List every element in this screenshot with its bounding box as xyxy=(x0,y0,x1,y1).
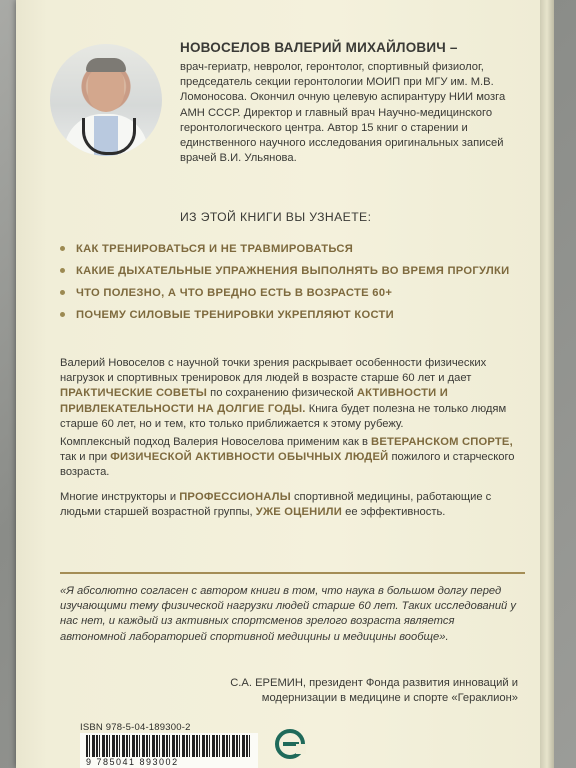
learn-item-text: ПОЧЕМУ СИЛОВЫЕ ТРЕНИРОВКИ УКРЕПЛЯЮТ КОСТИ xyxy=(76,309,395,321)
p1-text-a: Валерий Новоселов с научной точки зрения раскрывает особенности физических нагрузок и спортивных тренировок для людей в возрасте старше 60 лет и дает xyxy=(60,357,487,385)
testimonial-signature: С.А. ЕРЕМИН, президент Фонда развития инноваций и модернизации в медицине и спорте «Гераклион» xyxy=(230,677,518,705)
barcode-bars xyxy=(86,735,252,757)
isbn-label: ISBN 978-5-04-189300-2 xyxy=(80,722,191,733)
divider-rule xyxy=(60,572,525,574)
publisher-logo-icon xyxy=(274,728,306,760)
author-name: НОВОСЕЛОВ ВАЛЕРИЙ МИХАЙЛОВИЧ – xyxy=(180,40,458,55)
author-photo xyxy=(50,44,162,156)
p2-text-c: пожилого и старческого возраста. xyxy=(60,451,515,479)
p1-highlight-2: АКТИВНОСТИ И ПРИВЛЕКАТЕЛЬНОСТИ НА ДОЛГИЕ ГОДЫ. xyxy=(60,387,448,415)
p3-text-b: спортивной медицины, работающие с людьми старшей возрастной группы, xyxy=(60,491,492,519)
p3-highlight-2: УЖЕ ОЦЕНИЛИ xyxy=(255,506,342,519)
learn-item xyxy=(58,304,528,326)
p2-highlight-1: ВЕТЕРАНСКОМ СПОРТЕ, xyxy=(371,436,513,448)
author-bio: врач-гериатр, невролог, геронтолог, спортивный физиолог, председатель секции геронтологии МОИП при МГУ им. М.В. Ломоносова. Окончил очную целевую аспирантуру НИИ мозга АМН СССР. Директор и главный врач Научно-медицинского геронтологического центра. Автор 15 книг о старении и единственного научного исследования оригинальных записей врачей В.И. Ульянова. xyxy=(180,61,506,165)
learn-item xyxy=(58,260,528,282)
bullet-dot-icon xyxy=(60,268,65,273)
p1-highlight-1: ПРАКТИЧЕСКИЕ СОВЕТЫ xyxy=(60,387,208,400)
p3-text-c: ее эффективность. xyxy=(341,506,446,519)
learn-item xyxy=(58,238,528,260)
description-paragraph-1 xyxy=(60,356,515,432)
book-spine-edge xyxy=(540,0,554,768)
p2-text-a: Комплексный подход Валерия Новоселова применим как в xyxy=(60,436,372,448)
description-paragraph-3 xyxy=(60,490,515,520)
p2-text-b: так и при xyxy=(60,451,111,464)
photo-hair xyxy=(86,58,126,72)
p3-text-a: Многие инструкторы и xyxy=(60,491,180,503)
learn-item-text: КАКИЕ ДЫХАТЕЛЬНЫЕ УПРАЖНЕНИЯ ВЫПОЛНЯТЬ ВО ВРЕМЯ ПРОГУЛКИ xyxy=(76,265,510,277)
learn-item xyxy=(58,282,528,304)
bullet-dot-icon xyxy=(60,312,65,317)
learn-item-text: ЧТО ПОЛЕЗНО, А ЧТО ВРЕДНО ЕСТЬ В ВОЗРАСТЕ 60+ xyxy=(76,287,393,299)
bullet-dot-icon xyxy=(60,246,65,251)
p1-text-c: Книга будет полезна не только людям старше 60 лет, но и тем, кто только приближается к этому рубежу. xyxy=(60,402,507,430)
photo-face xyxy=(88,66,124,112)
learn-title: ИЗ ЭТОЙ КНИГИ ВЫ УЗНАЕТЕ: xyxy=(180,210,372,224)
learn-item-text: КАК ТРЕНИРОВАТЬСЯ И НЕ ТРАВМИРОВАТЬСЯ xyxy=(76,243,354,255)
barcode-digits: 9 785041 893002 xyxy=(86,757,179,767)
learn-list xyxy=(58,238,528,326)
p1-text-b: по сохранению физической xyxy=(207,387,357,400)
p3-highlight-1: ПРОФЕССИОНАЛЫ xyxy=(179,491,291,503)
bullet-dot-icon xyxy=(60,290,65,295)
testimonial-quote: «Я абсолютно согласен с автором книги в том, что наука в большом долгу перед изучающими тему физической нагрузки людей старше 60 лет. Таких исследований у нас нет, и каждый из активных спортсменов зрелого возраста является автономной лабораторией спортивной медицины и медицины вообще». xyxy=(60,585,516,643)
barcode xyxy=(80,733,258,768)
description-paragraph-2 xyxy=(60,435,515,481)
p2-highlight-2: ФИЗИЧЕСКОЙ АКТИВНОСТИ ОБЫЧНЫХ ЛЮДЕЙ xyxy=(110,451,389,464)
